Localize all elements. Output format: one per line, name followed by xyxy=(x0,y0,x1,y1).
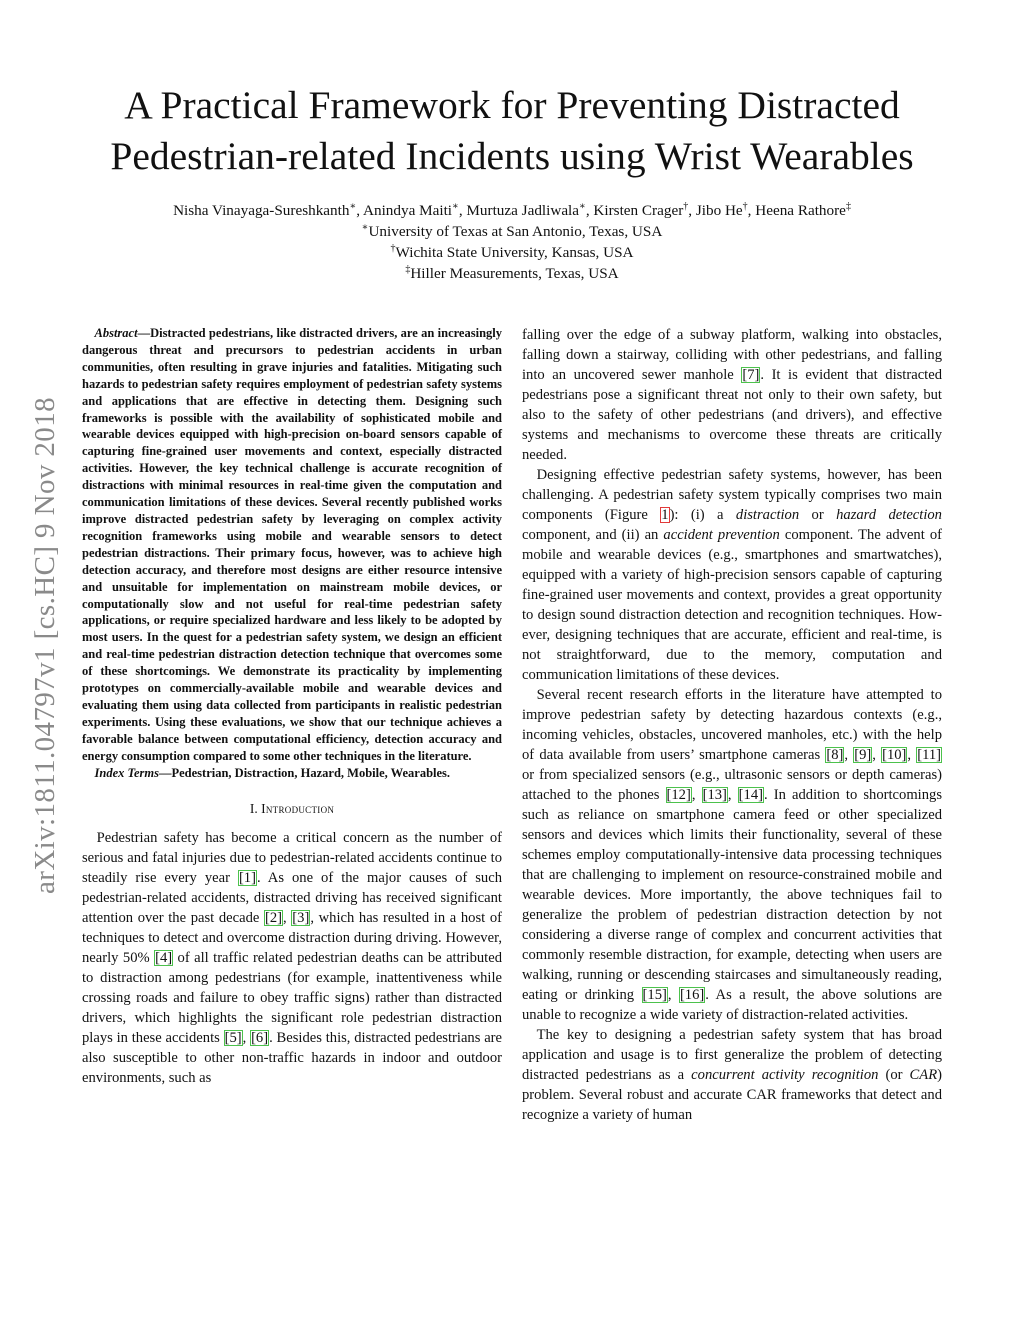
affiliation-mark: ∗ xyxy=(452,200,459,212)
citation-link[interactable]: [1] xyxy=(238,870,256,887)
citation-link[interactable]: [6] xyxy=(251,1030,269,1047)
affiliation-mark: † xyxy=(742,200,748,212)
affiliation-mark: ∗ xyxy=(349,200,357,212)
affiliation-2: †Wichita State University, Kansas, USA xyxy=(390,242,634,261)
affiliation-mark: ∗ xyxy=(579,200,586,212)
author-name: Jibo He xyxy=(695,202,743,219)
left-column xyxy=(82,325,502,1088)
intro-paragraph-1-continued: falling over the edge of a subway platform, walking into obstacles, falling down a stairway, colliding with other pedestrians, and falling into an uncovered sewer manhole [7]. It is evident that distracted pedestrians pose a significant threat not only to their own safety, but also to the safety of other pedestrians (and drivers), and effective systems and mechanisms to overcome these threats are critically needed. xyxy=(522,327,943,463)
citation-link[interactable]: [13] xyxy=(702,787,727,803)
citation-link[interactable]: [8] xyxy=(826,747,844,763)
title-line-2: Pedestrian-related Incidents using Wrist Wearables xyxy=(110,134,914,178)
citation-link[interactable]: [15] xyxy=(642,987,667,1003)
citation-link[interactable]: [12] xyxy=(666,787,691,803)
affiliation-mark: ‡ xyxy=(845,200,851,212)
intro-paragraph-3: Several recent research efforts in the literature have attempted to improve pedestrian safety by detecting hazardous contexts (e.g., incoming vehicles, obstacles, uncovered manholes, etc.) with the help of data available from users’ smartphone cameras [8], [9], [10], [11] or from specialized sensors (e.g., ultrasonic sensors or depth cameras) attached to the phones [12], [13], [14]. In addition to shortcomings such as reliance on smartphone camera feed or other specialized sensors and devices which limits their functionality, several of these schemes employ computationally-intensive data processing techniques that are challenging to implement on resource-constrained mobile and wearable devices. More importantly, the above techniques fail to generalize the problem of pedestrian distraction detection by not considering a diverse range of complex and concurrent activities that commonly resemble distraction, for example, detecting when users are walking, running or descending staircases and simultaneously reading, eating or drinking [15], [16]. As a result, the above solutions are unable to recognize a wide variety of distraction-related activities. xyxy=(522,687,943,1023)
figure-link[interactable]: 1 xyxy=(661,507,669,523)
author-name: Kirsten Crager xyxy=(593,202,684,219)
author-name: Murtuza Jadliwala xyxy=(466,202,580,219)
paper-title xyxy=(40,80,984,182)
right-column xyxy=(522,325,942,1125)
title-line-1: A Practical Framework for Preventing Distracted xyxy=(124,83,900,127)
author-name: Heena Rathore xyxy=(755,202,846,219)
author-name: Nisha Vinayaga-Sureshkanth xyxy=(173,202,350,219)
abstract: Abstract—Distracted pedestrians, like distracted drivers, are an increasingly dangerous threat and precursors to pedestrian accidents in urban communities, often resulting in grave injuries and fatalities. Mitigating such hazards to pedestrian safety requires employment of pedestrian safety systems and applications that are effective in detecting them. Designing such frameworks is possible with the availability of sophisticated mobile and wearable devices equipped with high-precision on-board sensors capable of capturing fine-grained user movements and context, especially distracted activities. However, the key technical challenge is accurate recognition of distractions with minimal resources in real-time given the computation and communication limitations of these devices. Several recently published works improve distracted pedestrian safety by leveraging on complex activity recognition frameworks using mobile and wearable sensors to detect pedestrian distractions. Their primary focus, however, was to achieve high detection accuracy, and therefore most designs are either resource intensive and unsuitable for implementation on mainstream mobile devices, or computationally slow and not useful for real-time pedestrian safety applications, or require specialized hardware and less likely to be adopted by most users. In the quest for a pedestrian safety system, we design an efficient and real-time pedestrian distraction detection technique that overcomes some of these shortcomings. We demonstrate its practicality by implementing prototypes on commercially-available mobile and wearable devices and evaluating them using data collected from participants in realistic pedestrian experiments. Using these evaluations, we show that our technique achieves a favorable balance between computational efficiency, detection accuracy and energy consumption compared to some other techniques in the literature. xyxy=(82,326,502,763)
section-heading-introduction: I. Introduction xyxy=(249,801,335,817)
arxiv-sidebar xyxy=(30,350,60,940)
citation-link[interactable]: [3] xyxy=(292,910,310,927)
affiliation-3: ‡Hiller Measurements, Texas, USA xyxy=(405,263,619,282)
citation-link[interactable]: [2] xyxy=(264,910,283,927)
citation-link[interactable]: [11] xyxy=(917,747,942,763)
affiliation-1: ∗University of Texas at San Antonio, Texas, USA xyxy=(361,221,663,240)
citation-link[interactable]: [16] xyxy=(679,987,705,1003)
arxiv-identifier: arXiv:1811.04797v1 [cs.HC] 9 Nov 2018 xyxy=(28,396,61,894)
affiliation-mark: † xyxy=(683,200,689,212)
author-name: Anindya Maiti xyxy=(363,202,453,219)
citation-link[interactable]: [7] xyxy=(742,367,760,383)
intro-paragraph-4: The key to designing a pedestrian safety system that has broad application and usage is to first generalize the problem of detecting distracted pedestrians as a concurrent activity recognition (or CAR) problem. Several robust and accurate CAR frameworks that detect and recognize a variety of human xyxy=(522,1027,942,1123)
citation-link[interactable]: [10] xyxy=(882,747,907,763)
intro-paragraph-2: Designing effective pedestrian safety systems, however, has been challenging. A pedestrian safety system typically comprises two main components (Figure 1): (i) a distraction or hazard detection component, and (ii) an accident prevention component. The advent of mobile and wearable devices (e.g., smartphones and smartwatches), equipped with a variety of high-precision sensors capable of capturing fine-grained user movements and context, provides a great opportunity to design sound distraction detection and recognition techniques. However, designing techniques that are accurate, efficient and real-time, is not straightforward, due to the memory, computation and communication limitations of these devices. xyxy=(522,467,942,683)
citation-link[interactable]: [5] xyxy=(224,1030,242,1047)
author-block xyxy=(40,200,984,284)
citation-link[interactable]: [14] xyxy=(738,787,763,803)
index-terms: Index Terms—Pedestrian, Distraction, Hazard, Mobile, Wearables. xyxy=(94,765,451,780)
author-list: Nisha Vinayaga-Sureshkanth∗, Anindya Maiti∗, Murtuza Jadliwala∗, Kirsten Crager†, Jibo He†, Heena Rathore‡ xyxy=(173,200,851,219)
citation-link[interactable]: [9] xyxy=(854,747,872,763)
citation-link[interactable]: [4] xyxy=(155,950,173,967)
intro-paragraph-1: Pedestrian safety has become a critical concern as the number of serious and fatal injuries due to pedestrian-related accidents continue to steadily rise every year [1]. As one of the major causes of such pedestrian-related accidents, distracted driving has received significant attention over the past decade [2], [3], which has resulted in a host of techniques to detect and overcome distraction during driving. However, nearly 50% [4] of all traffic related pedestrian deaths can be attributed to distraction among pedestrians (for example, inattentiveness while crossing roads and failure to obey traffic signs) rather than distracted drivers, which highlights the significant role pedestrian distraction plays in these accidents [5], [6]. Besides this, distracted pedestrians are also susceptible to other non-traffic hazards in indoor and outdoor environments, such as xyxy=(82,830,503,1087)
